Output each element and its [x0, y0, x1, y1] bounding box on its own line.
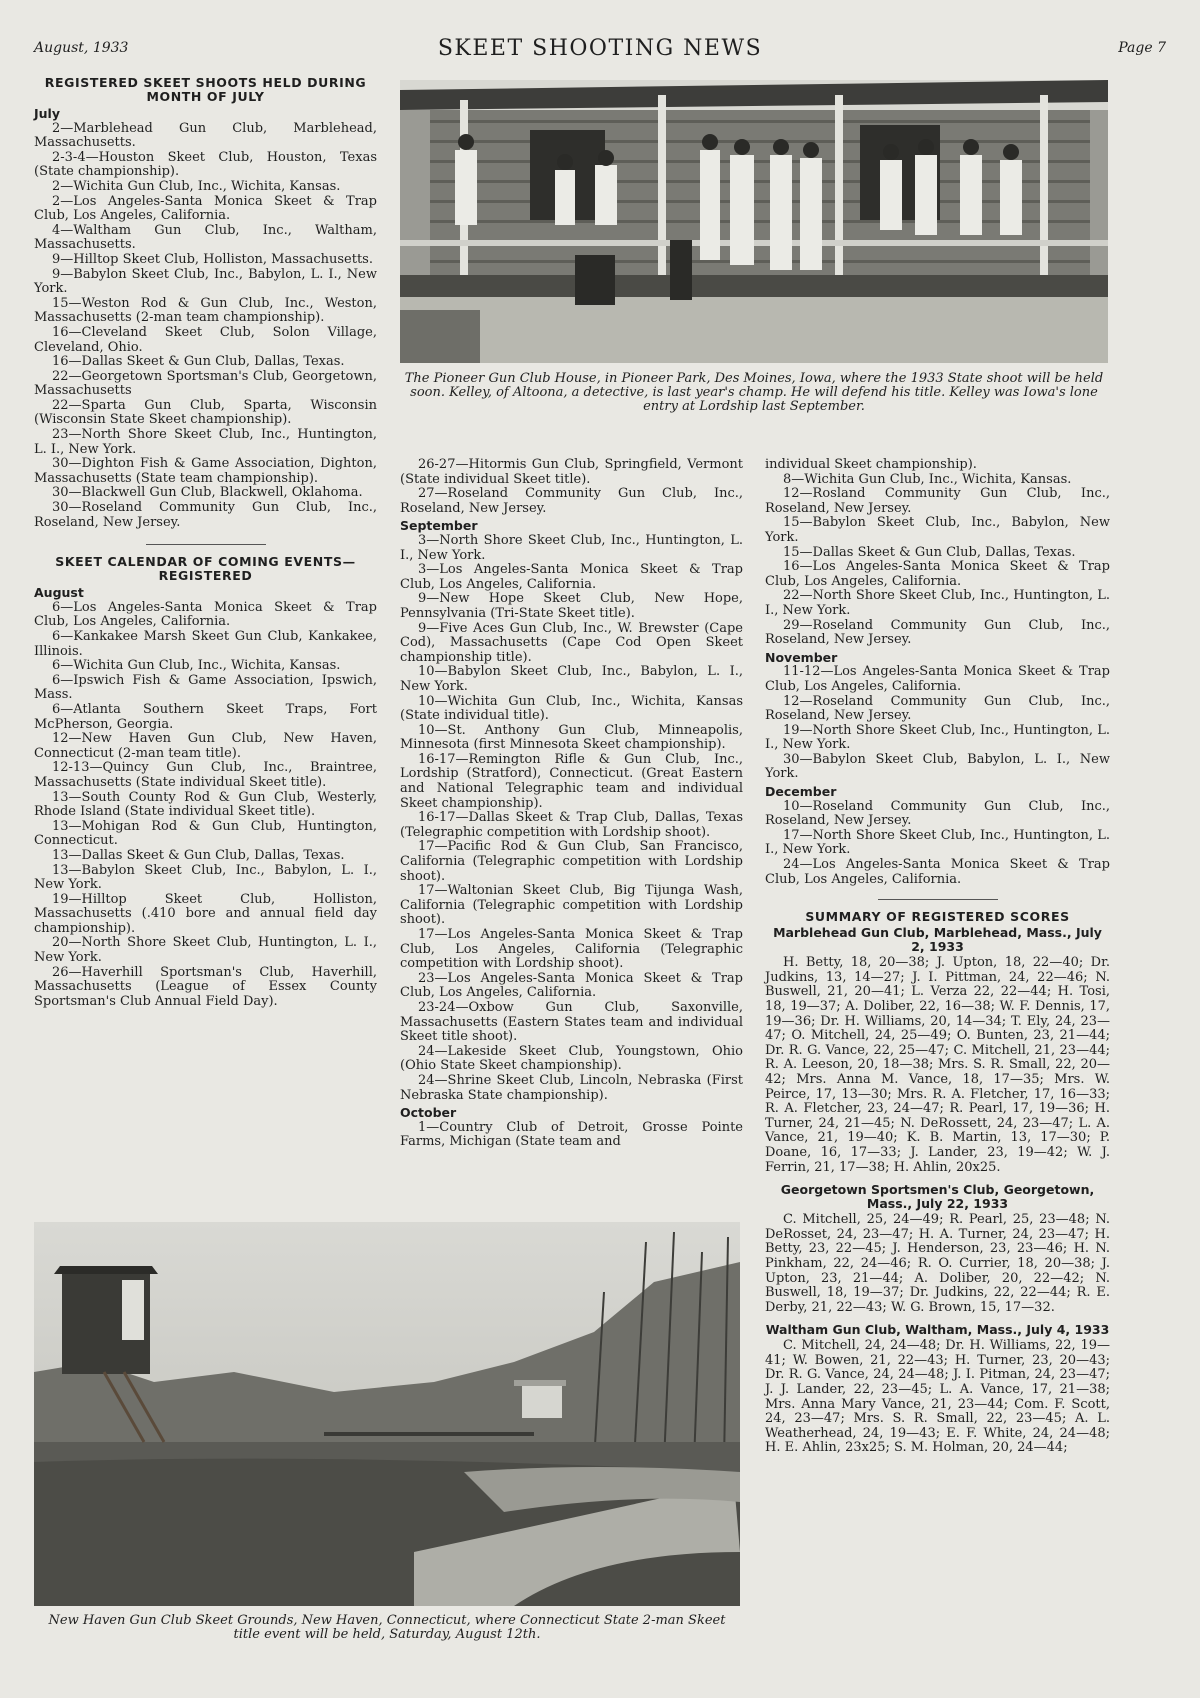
- divider: [146, 544, 266, 545]
- list-item: 29—Roseland Community Gun Club, Inc., Roseland, New Jersey.: [765, 617, 1110, 648]
- score-text-georgetown: C. Mitchell, 25, 24—49; R. Pearl, 25, 23—48; N. DeRosset, 24, 23—47; H. A. Turner, 24, 23—47; H. Betty, 23, 22—45; J. Henderson, 23, 23—46; H. N. Pinkham, 22, 24—46; R. O. Currier, 18, 20—38; J. Upton, 23, 21—44; A. Doliber, 20, 22—42; N. Buswell, 18, 19—37; Dr. Judkins, 22, 22—44; R. E. Derby, 21, 22—43; W. G. Brown, 15, 17—32.: [765, 1212, 1110, 1315]
- list-item: 10—Wichita Gun Club, Inc., Wichita, Kansas (State individual title).: [400, 693, 743, 724]
- month-july: July: [34, 106, 60, 121]
- list-item: 30—Blackwell Gun Club, Blackwell, Oklahoma.: [52, 485, 363, 501]
- list-item: 16-17—Remington Rifle & Gun Club, Inc., Lordship (Stratford), Connecticut. (Great Eastern and National Telegraphic team and individual Skeet championship).: [400, 751, 743, 811]
- list-item: 11-12—Los Angeles-Santa Monica Skeet & Trap Club, Los Angeles, California.: [765, 664, 1110, 694]
- list-item: 23-24—Oxbow Gun Club, Saxonville, Massachusetts (Eastern States team and individual Skeet title shoot).: [400, 999, 743, 1045]
- photo-clubhouse: [400, 80, 1108, 363]
- list-item: 13—Dallas Skeet & Gun Club, Dallas, Texas.: [52, 847, 345, 863]
- list-item: 12—Roseland Community Gun Club, Inc., Roseland, New Jersey.: [765, 693, 1110, 724]
- list-item: 16—Dallas Skeet & Gun Club, Dallas, Texas.: [52, 354, 345, 370]
- month-november: November: [765, 649, 838, 665]
- list-item: 19—North Shore Skeet Club, Inc., Huntington, L. I., New York.: [765, 722, 1110, 753]
- list-item: 9—New Hope Skeet Club, New Hope, Pennsylvania (Tri-State Skeet title).: [400, 591, 743, 621]
- photo-skeet-grounds: [34, 1222, 740, 1606]
- list-item: 16—Cleveland Skeet Club, Solon Village, Cleveland, Ohio.: [34, 324, 377, 355]
- column-left: [34, 76, 377, 1009]
- list-item: 2—Los Angeles-Santa Monica Skeet & Trap Club, Los Angeles, California.: [34, 193, 377, 224]
- month-september: September: [400, 518, 478, 534]
- month-december: December: [765, 784, 837, 800]
- list-item: 15—Babylon Skeet Club, Inc., Babylon, New York.: [765, 515, 1110, 545]
- page-number: Page 7: [1118, 40, 1166, 56]
- list-item: 26-27—Hitormis Gun Club, Springfield, Vermont (State individual Skeet title).: [400, 457, 743, 487]
- list-item: 6—Atlanta Southern Skeet Traps, Fort McPherson, Georgia.: [34, 701, 377, 732]
- list-item: 17—Los Angeles-Santa Monica Skeet & Trap Club, Los Angeles, California (Telegraphic competition with Lordship shoot).: [400, 927, 743, 972]
- score-title-marblehead: Marblehead Gun Club, Marblehead, Mass., July 2, 1933: [773, 925, 1102, 955]
- list-item: 2-3-4—Houston Skeet Club, Houston, Texas (State championship).: [34, 149, 377, 180]
- heading-calendar: SKEET CALENDAR OF COMING EVENTS—REGISTERED: [55, 554, 356, 584]
- list-item: 3—North Shore Skeet Club, Inc., Huntington, L. I., New York.: [400, 532, 743, 563]
- list-item: 19—Hilltop Skeet Club, Holliston, Massachusetts (.410 bore and annual field day championship).: [34, 891, 377, 936]
- list-item: 30—Dighton Fish & Game Association, Dighton, Massachusetts (State team championship).: [34, 456, 377, 486]
- issue-date: August, 1933: [34, 40, 129, 56]
- list-item: 12-13—Quincy Gun Club, Inc., Braintree, Massachusetts (State individual Skeet title).: [34, 760, 377, 790]
- list-item: 27—Roseland Community Gun Club, Inc., Roseland, New Jersey.: [400, 486, 743, 516]
- list-item: 17—North Shore Skeet Club, Inc., Huntington, L. I., New York.: [765, 827, 1110, 858]
- list-item: 24—Shrine Skeet Club, Lincoln, Nebraska (First Nebraska State championship).: [400, 1072, 743, 1103]
- score-text-marblehead: H. Betty, 18, 20—38; J. Upton, 18, 22—40; Dr. Judkins, 13, 14—27; J. I. Pittman, 24, 22—46; N. Buswell, 21, 20—41; L. Verza 22, 22—44; H. Tosi, 18, 19—37; A. Doliber, 22, 16—38; W. F. Dennis, 17, 19—36; Dr. H. Williams, 20, 14—34; T. Ely, 24, 23—47; O. Mitchell, 24, 25—49; O. Bunten, 23, 21—44; Dr. R. G. Vance, 22, 25—47; C. Mitchell, 21, 23—44; R. A. Leeson, 20, 18—38; Mrs. S. R. Small, 22, 20—42; Mrs. Anna M. Vance, 18, 17—35; Mrs. W. Peirce, 17, 13—30; Mrs. R. A. Fletcher, 17, 16—33; R. A. Fletcher, 23, 24—47; R. Pearl, 17, 19—36; H. Turner, 24, 21—45; N. DeRossett, 24, 23—47; L. A. Vance, 21, 19—40; K. B. Martin, 13, 17—30; P. Doane, 16, 17—33; J. Lander, 23, 19—42; W. J. Ferrin, 21, 17—38; H. Ahlin, 20x25.: [765, 955, 1110, 1175]
- list-item: 24—Lakeside Skeet Club, Youngstown, Ohio (Ohio State Skeet championship).: [400, 1043, 743, 1074]
- publication-title: SKEET SHOOTING NEWS: [437, 36, 763, 61]
- list-item: 6—Kankakee Marsh Skeet Gun Club, Kankakee, Illinois.: [34, 629, 377, 659]
- score-text-waltham: C. Mitchell, 24, 24—48; Dr. H. Williams, 22, 19—41; W. Bowen, 21, 22—43; H. Turner, 23, 20—43; Dr. R. G. Vance, 24, 24—48; J. I. Pitman, 24, 23—47; J. J. Lander, 22, 23—45; L. A. Vance, 17, 21—38; Mrs. Anna Mary Vance, 21, 23—44; Com. F. Scott, 24, 23—47; Mrs. S. R. Small, 22, 23—45; A. L. Weatherhead, 24, 19—43; E. F. White, 24, 24—48; H. E. Ahlin, 23x25; S. M. Holman, 20, 24—44;: [765, 1338, 1110, 1456]
- list-item: 13—Mohigan Rod & Gun Club, Huntington, Connecticut.: [34, 818, 377, 849]
- list-item: 3—Los Angeles-Santa Monica Skeet & Trap Club, Los Angeles, California.: [400, 562, 743, 592]
- list-item: 17—Waltonian Skeet Club, Big Tijunga Wash, California (Telegraphic competition with Lordship shoot).: [400, 883, 743, 928]
- photo-caption-clubhouse: The Pioneer Gun Club House, in Pioneer Park, Des Moines, Iowa, where the 1933 State shoot will be held soon. Kelley, of Altoona, a detective, is last year's champ. He will defend his title. Kelley was Iowa's lone entry at Lordship last September.: [404, 371, 1104, 414]
- list-item: 8—Wichita Gun Club, Inc., Wichita, Kansas.: [783, 471, 1072, 487]
- list-item: 6—Wichita Gun Club, Inc., Wichita, Kansas.: [52, 658, 341, 674]
- list-item: 23—Los Angeles-Santa Monica Skeet & Trap Club, Los Angeles, California.: [400, 970, 743, 1001]
- list-item: 30—Babylon Skeet Club, Babylon, L. I., New York.: [765, 751, 1110, 782]
- list-item: 22—North Shore Skeet Club, Inc., Huntington, L. I., New York.: [765, 588, 1110, 618]
- list-item: 10—Babylon Skeet Club, Inc., Babylon, L. I., New York.: [400, 664, 743, 694]
- list-item: 2—Marblehead Gun Club, Marblehead, Massachusetts.: [34, 120, 377, 151]
- list-item: 10—Roseland Community Gun Club, Inc., Roseland, New Jersey.: [765, 798, 1110, 829]
- list-item: 6—Los Angeles-Santa Monica Skeet & Trap Club, Los Angeles, California.: [34, 599, 377, 630]
- list-item: 1—Country Club of Detroit, Grosse Pointe Farms, Michigan (State team and: [400, 1119, 743, 1150]
- heading-summary: SUMMARY OF REGISTERED SCORES: [805, 909, 1070, 925]
- list-item: 9—Babylon Skeet Club, Inc., Babylon, L. I., New York.: [34, 266, 377, 297]
- list-item: 10—St. Anthony Gun Club, Minneapolis, Minnesota (first Minnesota Skeet championship).: [400, 722, 743, 753]
- list-item: 12—New Haven Gun Club, New Haven, Connecticut (2-man team title).: [34, 731, 377, 761]
- list-item: 17—Pacific Rod & Gun Club, San Francisco, California (Telegraphic competition with Lordship shoot).: [400, 839, 743, 884]
- list-item: 15—Weston Rod & Gun Club, Inc., Weston, Massachusetts (2-man team championship).: [34, 295, 377, 326]
- month-october: October: [400, 1105, 457, 1121]
- list-item: 20—North Shore Skeet Club, Huntington, L. I., New York.: [34, 935, 377, 966]
- heading-registered-shoots: REGISTERED SKEET SHOOTS HELD DURING MONTH OF JULY: [44, 75, 367, 104]
- list-item: 16-17—Dallas Skeet & Trap Club, Dallas, Texas (Telegraphic competition with Lordship shoot).: [400, 810, 743, 840]
- month-august: August: [34, 585, 84, 601]
- list-item: 16—Los Angeles-Santa Monica Skeet & Trap Club, Los Angeles, California.: [765, 559, 1110, 589]
- list-item: 4—Waltham Gun Club, Inc., Waltham, Massachusetts.: [34, 222, 377, 253]
- list-item: 30—Roseland Community Gun Club, Inc., Roseland, New Jersey.: [34, 500, 377, 530]
- list-item-continued: individual Skeet championship).: [765, 457, 977, 472]
- list-item: 15—Dallas Skeet & Gun Club, Dallas, Texas.: [783, 544, 1076, 560]
- list-item: 22—Georgetown Sportsman's Club, Georgetown, Massachusetts: [34, 368, 377, 399]
- photo-caption-skeet-grounds: New Haven Gun Club Skeet Grounds, New Haven, Connecticut, where Connecticut State 2-man Skeet title event will be held, Saturday, August 12th.: [48, 1613, 726, 1642]
- skeet-grounds-image: [34, 1222, 740, 1606]
- list-item: 26—Haverhill Sportsman's Club, Haverhill, Massachusetts (League of Essex County Sportsman's Club Annual Field Day).: [34, 964, 377, 1009]
- score-title-georgetown: Georgetown Sportsmen's Club, Georgetown, Mass., July 22, 1933: [780, 1182, 1095, 1212]
- list-item: 9—Hilltop Skeet Club, Holliston, Massachusetts.: [52, 251, 373, 267]
- list-item: 13—Babylon Skeet Club, Inc., Babylon, L. I., New York.: [34, 862, 377, 893]
- list-item: 12—Rosland Community Gun Club, Inc., Roseland, New Jersey.: [765, 486, 1110, 516]
- list-item: 23—North Shore Skeet Club, Inc., Huntington, L. I., New York.: [34, 427, 377, 457]
- column-right: [765, 458, 1110, 1456]
- list-item: 13—South County Rod & Gun Club, Westerly, Rhode Island (State individual Skeet title).: [34, 789, 377, 820]
- list-item: 24—Los Angeles-Santa Monica Skeet & Trap Club, Los Angeles, California.: [765, 857, 1110, 887]
- list-item: 6—Ipswich Fish & Game Association, Ipswich, Mass.: [34, 672, 377, 703]
- divider: [878, 899, 998, 900]
- clubhouse-image: [400, 80, 1108, 363]
- list-item: 9—Five Aces Gun Club, Inc., W. Brewster (Cape Cod), Massachusetts (Cape Cod Open Skeet championship title).: [400, 620, 743, 665]
- page-header: [34, 36, 1166, 66]
- list-item: 2—Wichita Gun Club, Inc., Wichita, Kansas.: [52, 178, 341, 194]
- score-title-waltham: Waltham Gun Club, Waltham, Mass., July 4, 1933: [765, 1322, 1110, 1338]
- list-item: 22—Sparta Gun Club, Sparta, Wisconsin (Wisconsin State Skeet championship).: [34, 397, 377, 428]
- column-middle: [400, 458, 743, 1150]
